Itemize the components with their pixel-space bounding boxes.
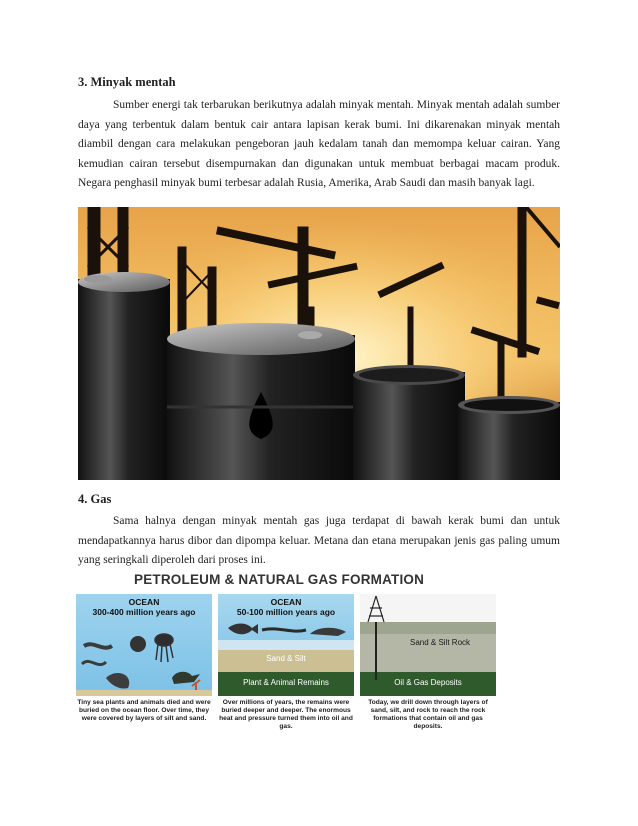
lizard-fish-icon (310, 628, 346, 636)
panel-1-ocean: OCEAN (128, 597, 160, 607)
barrel-left (78, 272, 170, 480)
sea-creatures-illustration (76, 594, 212, 696)
worm-icon (84, 644, 112, 647)
panel-2-ocean: OCEAN (270, 597, 302, 607)
fish-icon (228, 624, 258, 635)
barrel-right (353, 365, 465, 480)
oil-barrels-photo (78, 207, 560, 480)
ray-fish-icon (106, 673, 129, 688)
panel-1-caption: Tiny sea plants and animals died and were buried on the ocean floor. Over time, they were covered by layers of silt and sand. (77, 699, 211, 722)
oil-barrels-illustration (78, 207, 560, 480)
panel-3-deposits-label: Oil & Gas Deposits (394, 678, 462, 687)
petroleum-gas-formation-diagram (76, 568, 498, 740)
diagram-title: PETROLEUM & NATURAL GAS FORMATION (134, 572, 425, 587)
panel-drilling-today (360, 594, 496, 696)
panel-2-caption: Over millions of years, the remains were buried deeper and deeper. The enormous heat and pressure turned them into oil and gas. (219, 699, 353, 730)
barrel-far-right (458, 396, 560, 480)
section-4-paragraph: Sama halnya dengan minyak mentah gas juga terdapat di bawah kerak bumi dan untuk mendapatkannya harus dibor dan dipompa keluar. Metana dan etana merupakan jenis gas paling umum yang seringkali diperoleh dari proses ini. (78, 515, 560, 566)
eel-icon (262, 629, 306, 631)
section-3-paragraph: Sumber energi tak terbarukan berikutnya adalah minyak mentah. Minyak mentah adalah sumber daya yang terbentuk dalam bentuk cair antara lapisan kerak bumi. Ini dikarenakan minyak mentah diambil dengan cara melakukan pengeboran jauh kedalam tanah dan memompa keluar cairan. Yang kemudian cairan tersebut disempurnakan dan digunakan untuk membuat berbagai macam produk. Negara penghasil minyak bumi terbesar adalah Rusia, Amerika, Arab Saudi dan masih banyak lagi. (78, 99, 560, 189)
panel-buried-remains (218, 594, 354, 696)
panel-3-caption: Today, we drill down through layers of sand, silt, and rock to reach the rock formations that contain oil and gas deposits. (368, 699, 488, 730)
panel-3-rock-label: Sand & Silt Rock (409, 638, 471, 647)
worm-icon-2 (82, 661, 106, 664)
jellyfish-icon (155, 634, 173, 662)
ammonite-icon (130, 636, 146, 652)
section-3-heading: 3. Minyak mentah (78, 75, 176, 89)
section-4-heading: 4. Gas (78, 492, 112, 506)
panel-2-age: 50-100 million years ago (236, 607, 336, 617)
panel-1-age: 300-400 million years ago (92, 607, 196, 617)
panel-2-sand-silt-label: Sand & Silt (266, 654, 306, 663)
panel-2-remains-label: Plant & Animal Remains (243, 678, 329, 687)
barrel-center (167, 323, 355, 480)
panel-ancient-ocean (76, 594, 212, 696)
